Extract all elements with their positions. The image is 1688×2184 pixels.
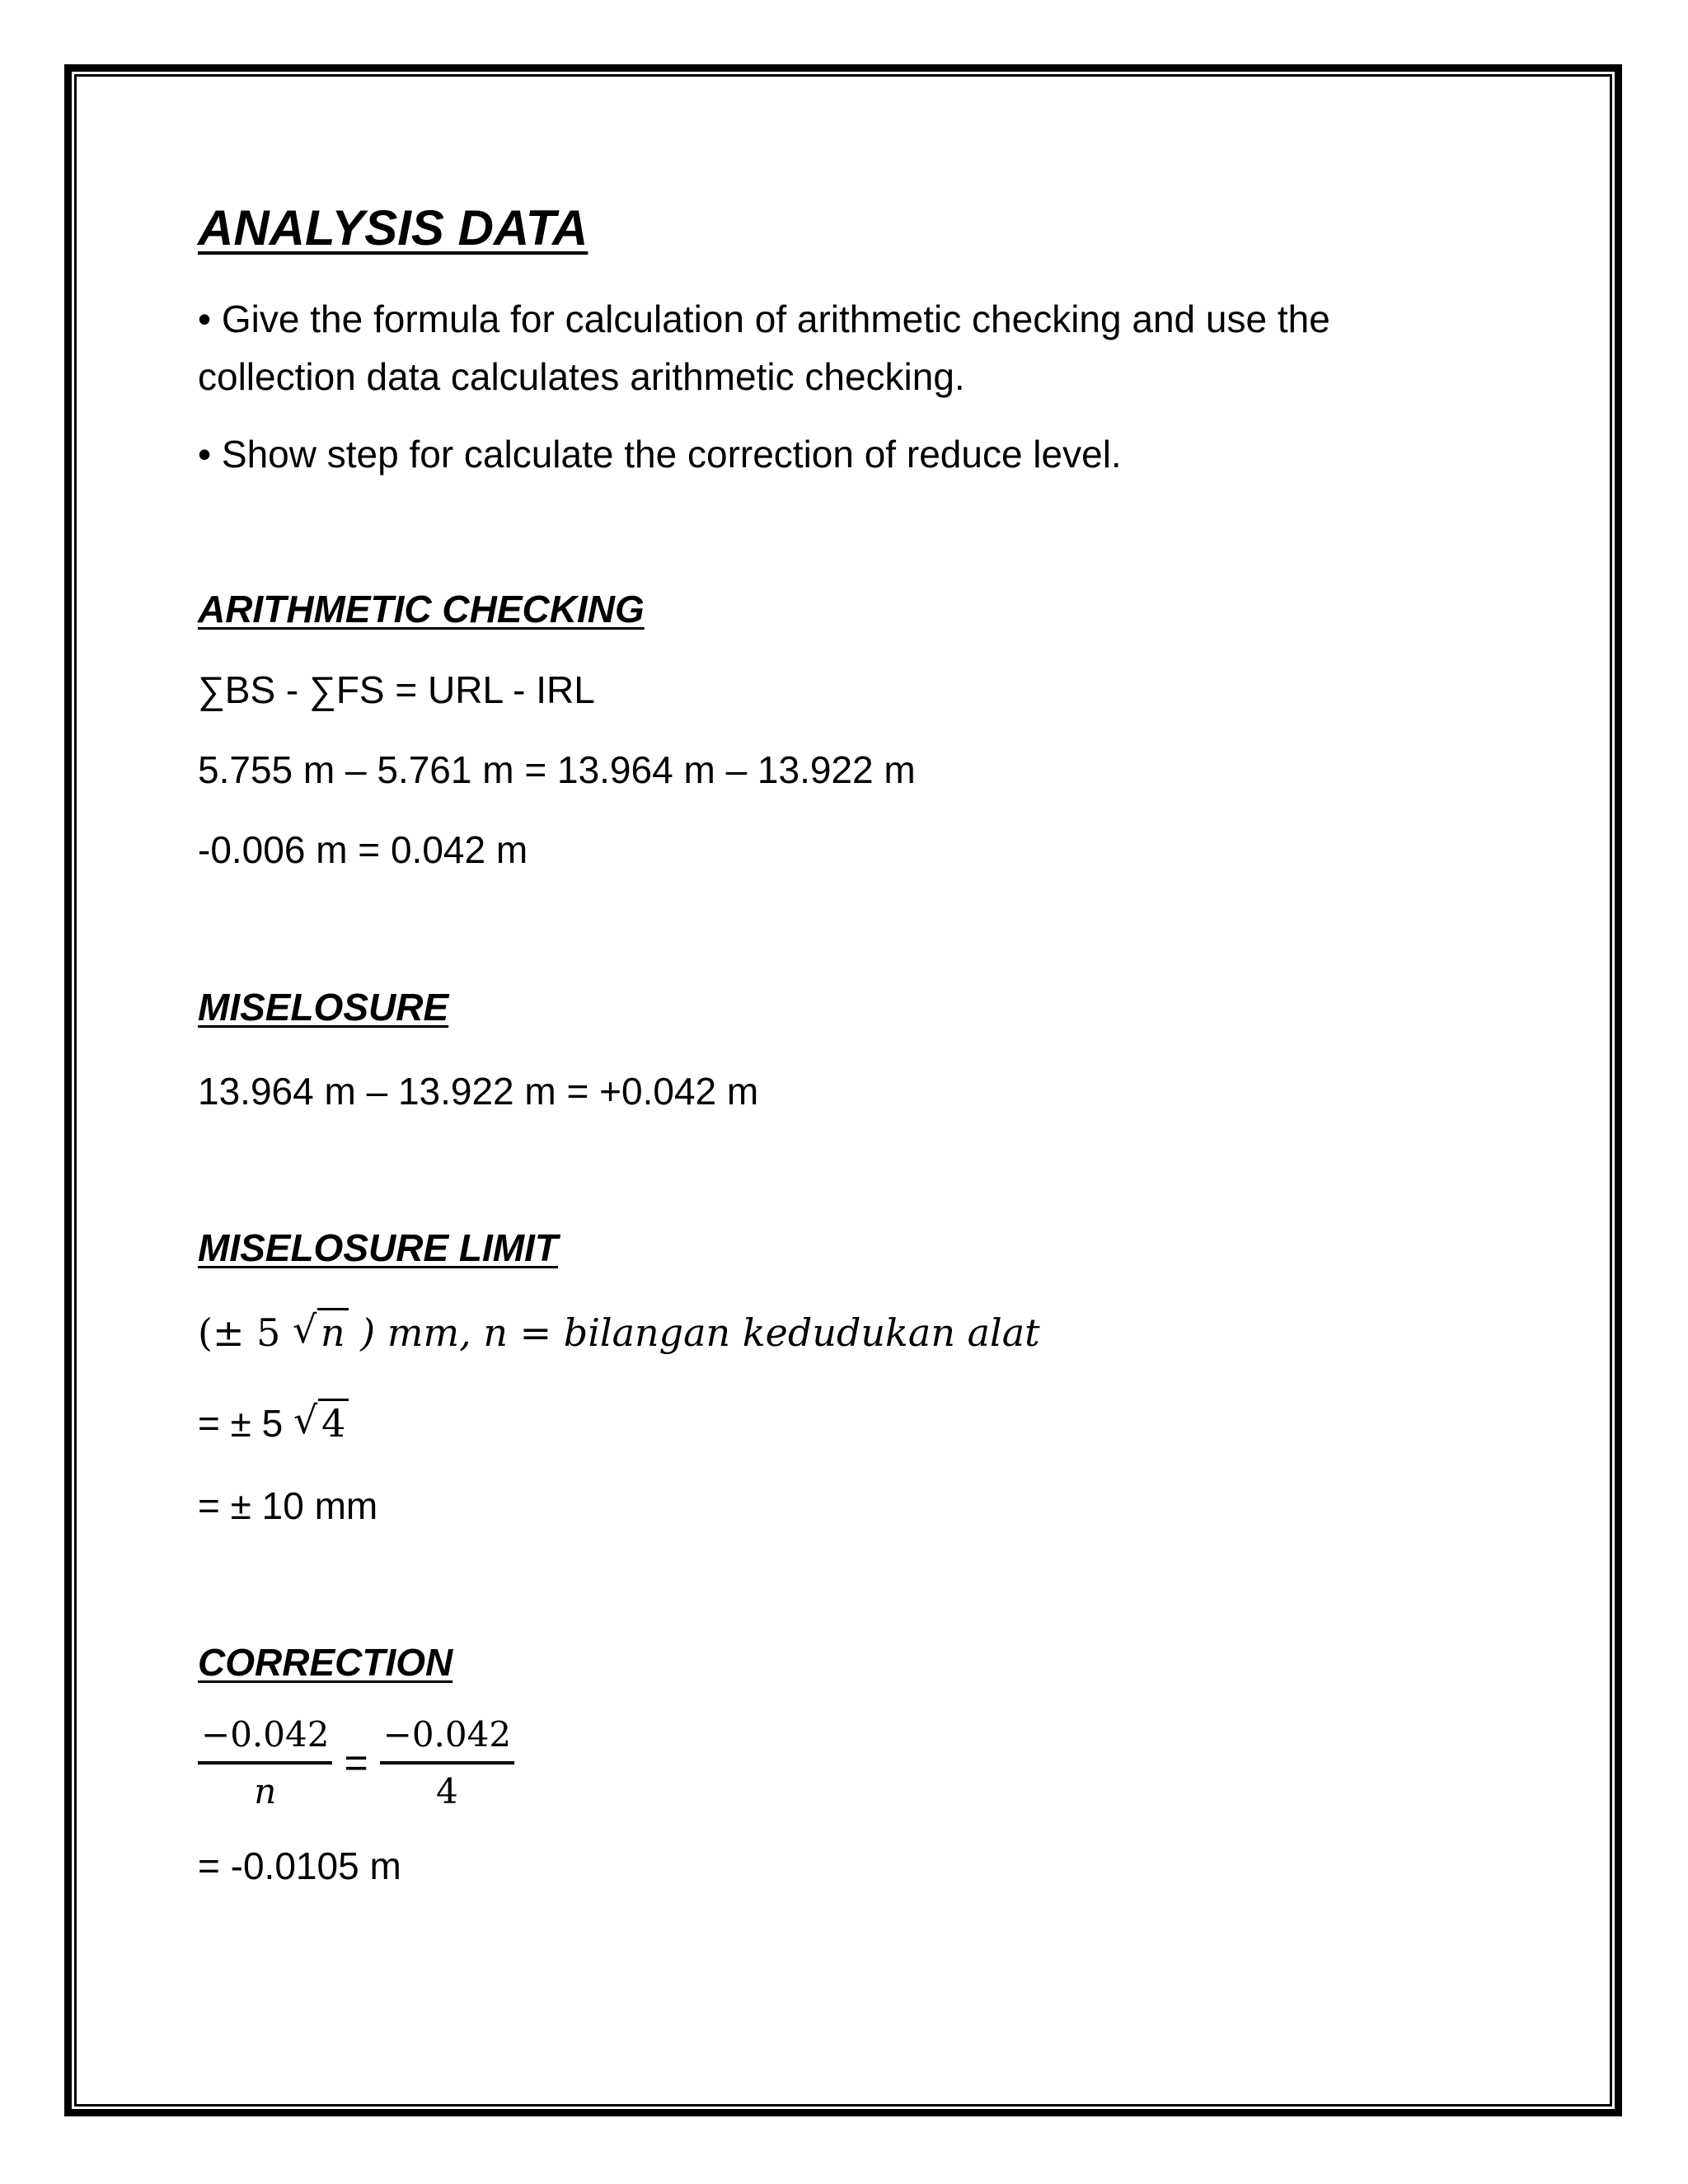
fraction-1-denominator: n — [254, 1771, 277, 1811]
fraction-1 — [198, 1714, 332, 1811]
misclosure-calculation: 13.964 m – 13.922 m = +0.042 m — [198, 1070, 759, 1113]
arithmetic-checking-heading: ARITHMETIC CHECKING — [198, 588, 645, 630]
correction-fraction-equation — [198, 1714, 514, 1811]
misclosure-limit-formula — [198, 1307, 1040, 1355]
arithmetic-substitution: 5.755 m – 5.761 m = 13.964 m – 13.922 m — [198, 748, 916, 791]
radical-icon: √ — [293, 1398, 318, 1442]
misclosure-limit-step1 — [198, 1398, 349, 1446]
page-title: ANALYSIS DATA — [198, 200, 588, 255]
misclosure-heading: MISELOSURE — [198, 986, 449, 1029]
fraction-2-numerator: −0.042 — [380, 1714, 514, 1765]
step1-prefix: = ± 5 — [198, 1402, 284, 1445]
correction-heading: CORRECTION — [198, 1641, 453, 1684]
arithmetic-result: -0.006 m = 0.042 m — [198, 828, 528, 871]
misclosure-limit-step2: = ± 10 mm — [198, 1484, 378, 1527]
fraction-1-numerator: −0.042 — [198, 1714, 332, 1765]
radicand-4: 4 — [318, 1399, 349, 1446]
correction-result: = -0.0105 m — [198, 1844, 401, 1887]
sqrt-4 — [293, 1398, 349, 1446]
formula-prefix: (± 5 — [198, 1310, 281, 1355]
sqrt-n — [293, 1307, 349, 1355]
fraction-2-denominator: 4 — [435, 1771, 458, 1811]
equals-sign: = — [344, 1740, 368, 1786]
formula-suffix: ) mm, n = bilangan kedudukan alat — [360, 1310, 1040, 1355]
radical-icon: √ — [293, 1307, 317, 1352]
instruction-2: • Show step for calculate the correction of reduce level. — [198, 433, 1122, 476]
radicand-n: n — [317, 1308, 349, 1355]
arithmetic-formula: ∑BS - ∑FS = URL - IRL — [198, 668, 595, 711]
misclosure-limit-heading: MISELOSURE LIMIT — [198, 1226, 558, 1269]
fraction-2 — [380, 1714, 514, 1811]
instruction-1: • Give the formula for calculation of arithmetic checking and use the collection data calculates arithmetic checking. — [198, 298, 1330, 398]
